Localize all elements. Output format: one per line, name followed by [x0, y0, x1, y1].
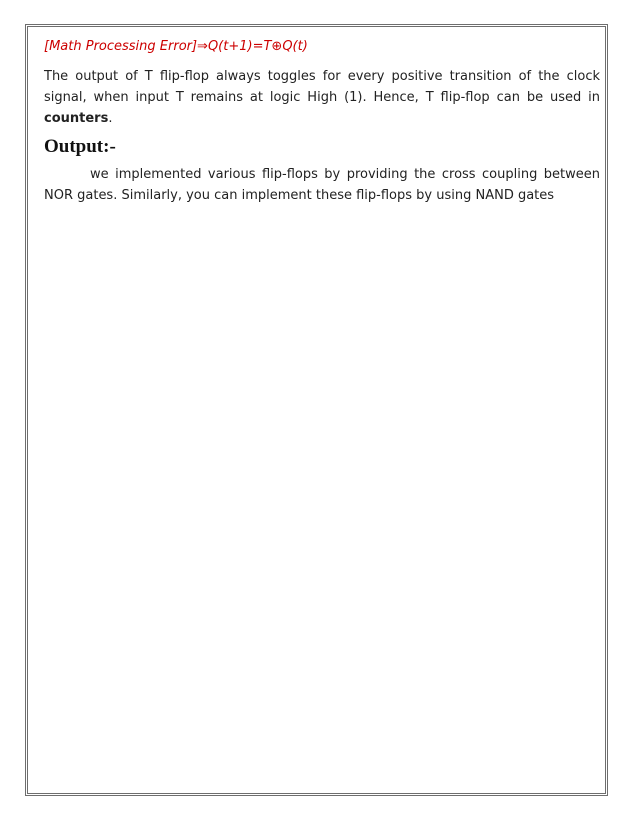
output-heading: Output:-	[44, 136, 116, 157]
output-paragraph: we implemented various flip-flops by providing the cross coupling between NOR gates. Similarly, you can implement these flip-flops by using NAND gates	[44, 167, 600, 203]
math-processing-error: [Math Processing Error]⇒Q(t+1)=T⊕Q(t)	[44, 39, 308, 54]
t-flip-flop-paragraph	[44, 66, 600, 129]
paragraph-text: The output of T flip-flop always toggles for every positive transition of the clock signal, when input T remains at logic High (1). Hence, T flip-flop can be used in	[44, 69, 600, 105]
counters-bold-term: counters	[44, 111, 109, 126]
document-content	[44, 38, 600, 206]
paragraph-end: .	[108, 111, 113, 126]
